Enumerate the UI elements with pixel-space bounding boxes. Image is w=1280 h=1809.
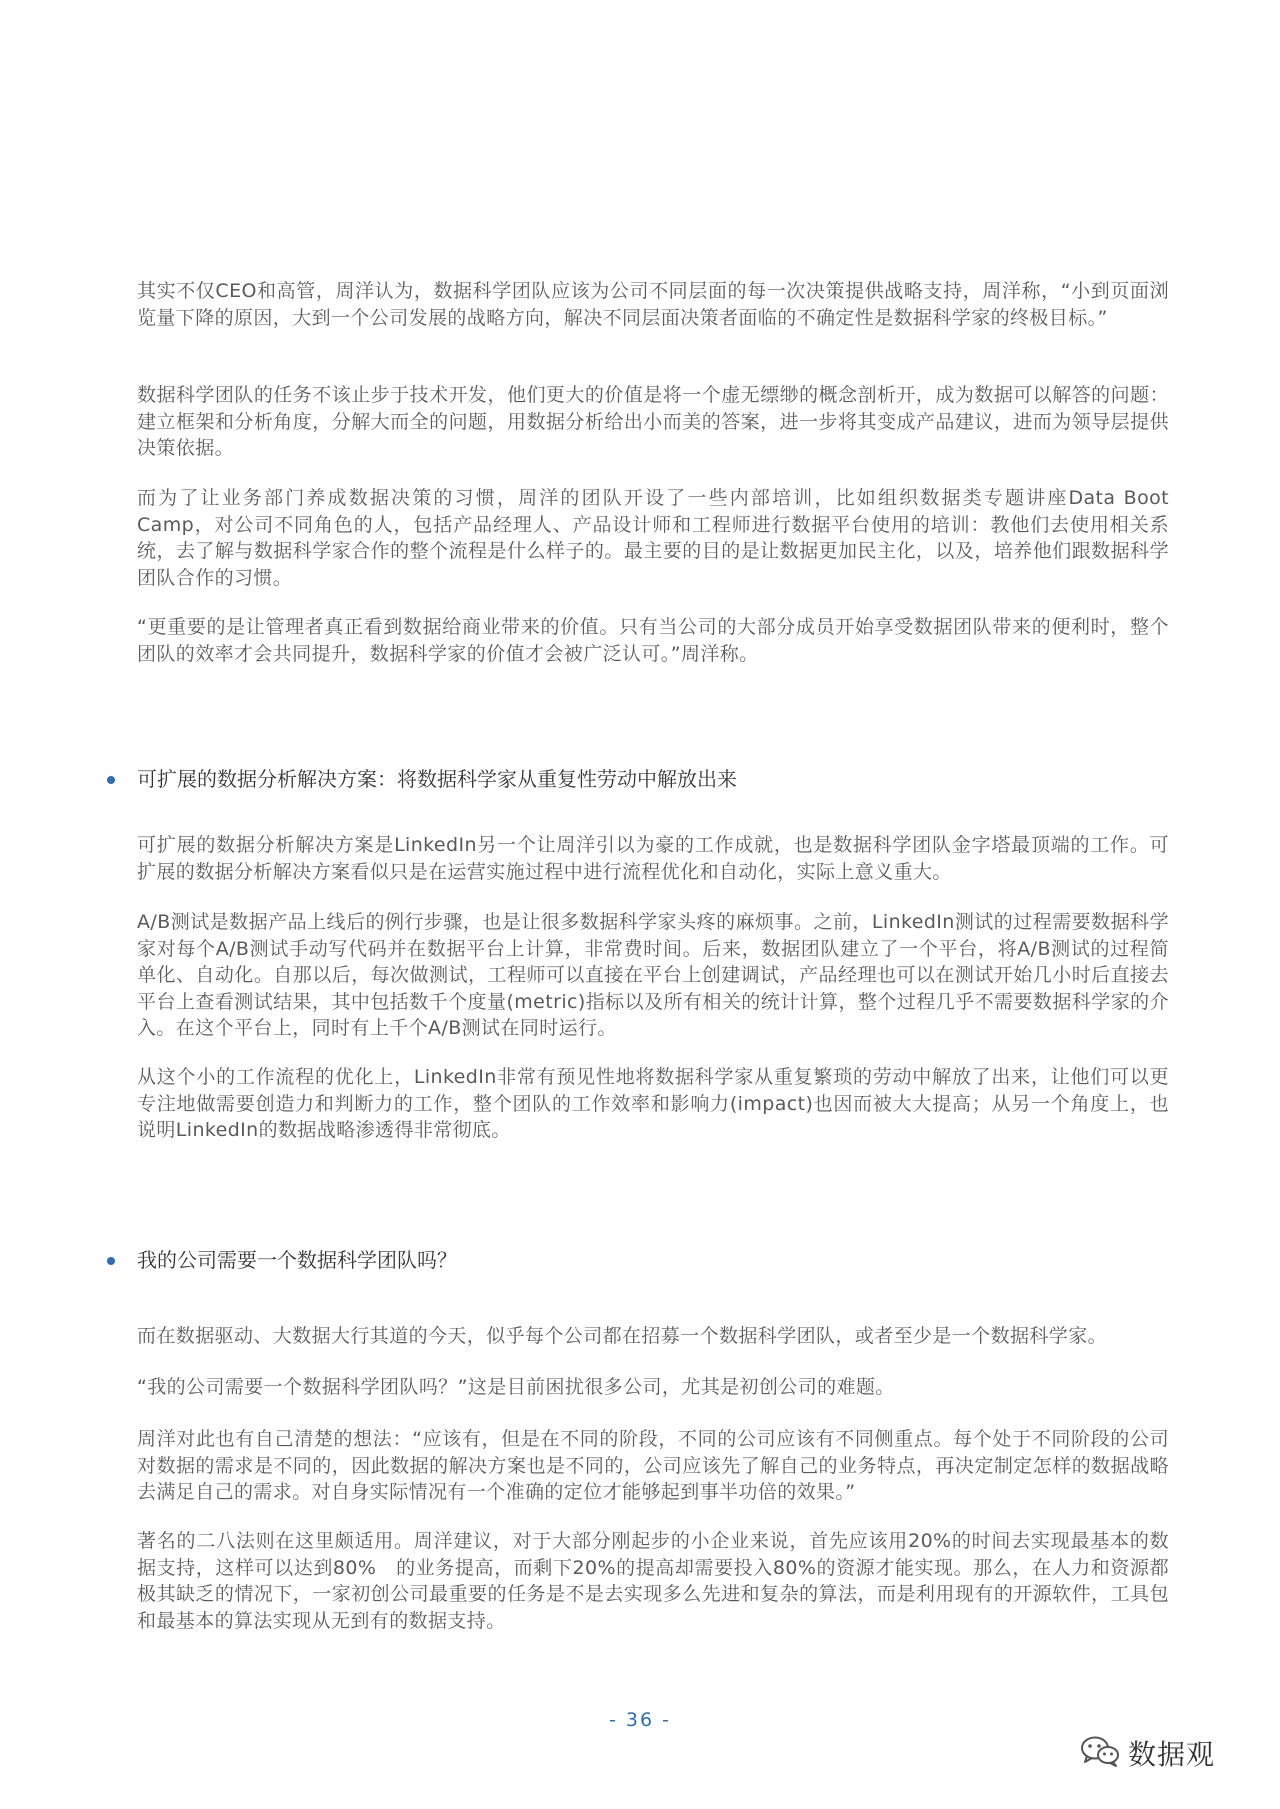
section-1: [137, 278, 1169, 358]
paragraph: 而在数据驱动、大数据大行其道的今天，似乎每个公司都在招募一个数据科学团队，或者至少是一个数据科学家。: [137, 1325, 1108, 1347]
watermark-text: 数据观: [1128, 1738, 1216, 1771]
section-heading: 可扩展的数据分析解决方案：将数据科学家从重复性劳动中解放出来: [137, 767, 737, 791]
section-3-p4: [137, 1528, 1169, 1634]
paragraph: 可扩展的数据分析解决方案是LinkedIn另一个让周洋引以为豪的工作成就，也是数据科学团队金字塔最顶端的工作。可扩展的数据分析解决方案看似只是在运营实施过程中进行流程优化和自动化，实际上意义重大。: [137, 834, 1169, 883]
section-3-p1: [137, 1323, 1169, 1350]
section-1-p3: [137, 485, 1169, 591]
paragraph: A/B测试是数据产品上线后的例行步骤，也是让很多数据科学家头疼的麻烦事。之前，LinkedIn测试的过程需要数据科学家对每个A/B测试手动写代码并在数据平台上计算，非常费时间。后来，数据团队建立了一个平台，将A/B测试的过程简单化、自动化。自那以后，每次做测试，工程师可以直接在平台上创建调试，产品经理也可以在测试开始几小时后直接去平台上查看测试结果，其中包括数千个度量(metric)指标以及所有相关的统计计算，整个过程几乎不需要数据科学家的介入。在这个平台上，同时有上千个A/B测试在同时运行。: [137, 911, 1169, 1039]
section-2-p1: [137, 832, 1169, 885]
section-1-p2: [137, 382, 1169, 462]
page-number: - 36 -: [609, 1709, 671, 1731]
paragraph: 其实不仅CEO和高管，周洋认为，数据科学团队应该为公司不同层面的每一次决策提供战略支持，周洋称，“小到页面浏览量下降的原因，大到一个公司发展的战略方向，解决不同层面决策者面临的不确定性是数据科学家的终极目标。”: [137, 280, 1169, 329]
paragraph: 数据科学团队的任务不该止步于技术开发，他们更大的价值是将一个虚无缥缈的概念剖析开，成为数据可以解答的问题：建立框架和分析角度，分解大而全的问题，用数据分析给出小而美的答案，进一步将其变成产品建议，进而为领导层提供决策依据。: [137, 384, 1169, 459]
paragraph: 而为了让业务部门养成数据决策的习惯，周洋的团队开设了一些内部培训，比如组织数据类专题讲座Data Boot Camp，对公司不同角色的人，包括产品经理人、产品设计师和工程师进行数据平台使用的培训：教他们去使用相关系统，去了解与数据科学家合作的整个流程是什么样子的。最主要的目的是让数据更加民主化，以及，培养他们跟数据科学团队合作的习惯。: [137, 487, 1169, 589]
wechat-icon: [1080, 1735, 1120, 1771]
section-1-p4: [137, 614, 1169, 667]
section-2-p3: [137, 1064, 1169, 1144]
paragraph: 著名的二八法则在这里颇适用。周洋建议，对于大部分刚起步的小企业来说，首先应该用20%的时间去实现最基本的数据支持，这样可以达到80% 的业务提高，而剩下20%的提高却需要投入80%的资源才能实现。那么，在人力和资源都极其缺乏的情况下，一家初创公司最重要的任务是不是去实现多么先进和复杂的算法，而是利用现有的开源软件，工具包和最基本的算法实现从无到有的数据支持。: [137, 1530, 1169, 1632]
paragraph: “我的公司需要一个数据科学团队吗？”这是目前困扰很多公司，尤其是初创公司的难题。: [137, 1376, 895, 1398]
bullet-icon: [107, 1257, 115, 1265]
section-heading: 我的公司需要一个数据科学团队吗？: [137, 1248, 457, 1272]
section-2-p2: [137, 909, 1169, 1042]
paragraph: 周洋对此也有自己清楚的想法：“应该有，但是在不同的阶段，不同的公司应该有不同侧重点。每个处于不同阶段的公司对数据的需求是不同的，因此数据的解决方案也是不同的，公司应该先了解自己的业务特点，再决定制定怎样的数据战略去满足自己的需求。对自身实际情况有一个准确的定位才能够起到事半功倍的效果。”: [137, 1428, 1169, 1503]
paragraph: 从这个小的工作流程的优化上，LinkedIn非常有预见性地将数据科学家从重复繁琐的劳动中解放了出来，让他们可以更专注地做需要创造力和判断力的工作，整个团队的工作效率和影响力(impact)也因而被大大提高；从另一个角度上，也说明LinkedIn的数据战略渗透得非常彻底。: [137, 1066, 1169, 1141]
section-3-p3: [137, 1426, 1169, 1506]
bullet-icon: [107, 776, 115, 784]
paragraph: “更重要的是让管理者真正看到数据给商业带来的价值。只有当公司的大部分成员开始享受数据团队带来的便利时，整个团队的效率才会共同提升，数据科学家的价值才会被广泛认可。”周洋称。: [137, 616, 1169, 665]
watermark: [1080, 1733, 1240, 1773]
section-3-p2: [137, 1374, 1169, 1401]
